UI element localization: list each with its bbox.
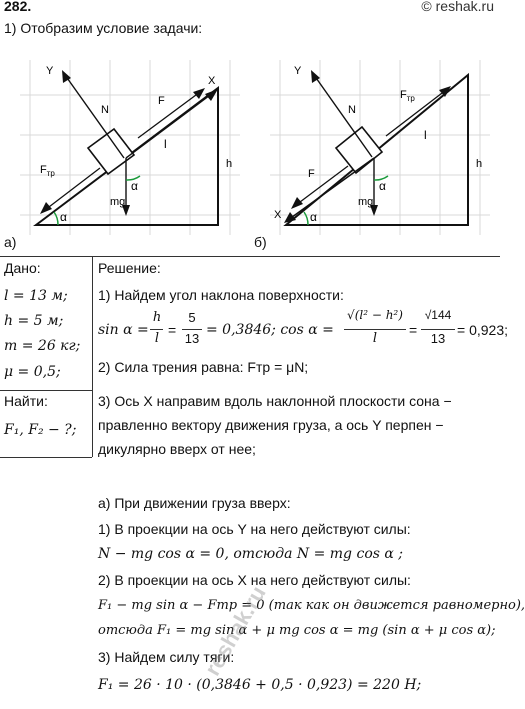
figure-b-label-f: F — [308, 168, 315, 180]
given-title: Дано: — [4, 260, 41, 276]
sin-lhs: sin α = — [98, 322, 149, 338]
site-credit: © reshak.ru — [421, 0, 494, 14]
divider-find — [0, 390, 92, 391]
figure-b-f-arrow — [296, 166, 348, 205]
figure-b-label-h: h — [476, 158, 483, 170]
sin-value: = 0,3846; cos α = — [206, 322, 334, 338]
divider-find-bottom — [0, 457, 92, 458]
figure-a — [0, 40, 250, 255]
frac-bar-3 — [344, 329, 406, 330]
figure-a-x-axis — [126, 92, 214, 158]
frac-bar-1 — [150, 329, 163, 330]
solution-title: Решение: — [98, 260, 161, 276]
figure-a-block — [88, 129, 134, 174]
part-a-step-3-eq: F₁ = 26 · 10 · (0,3846 + 0,5 · 0,923) = 220 Н; — [98, 677, 422, 693]
solution-step-3-line-1: 3) Ось X направим вдоль наклонной плоскости сона − — [98, 393, 452, 409]
given-h: h = 5 м; — [4, 313, 64, 329]
figure-b-label-x: X — [274, 209, 282, 221]
figure-b-x-axis — [288, 158, 374, 220]
watermark: reshak.ru — [199, 581, 271, 680]
figure-a-label-mg: mg — [110, 196, 126, 208]
frac-l: l — [154, 331, 160, 346]
figure-a-label-l: l — [164, 137, 167, 151]
figure-a-caption: а) — [4, 234, 17, 250]
frac-bar-4 — [421, 329, 455, 330]
part-a-step-1: 1) В проекции на ось Y на него действуют силы: — [98, 521, 411, 537]
given-l: l = 13 м; — [4, 288, 68, 304]
figure-b-label-y: Y — [294, 65, 302, 77]
figure-a-label-n: N — [101, 104, 109, 116]
figure-a-label-y: Y — [46, 65, 54, 77]
figure-b-label-l: l — [424, 128, 427, 142]
eq-2: = — [409, 322, 418, 338]
figure-b-alpha-slope: α — [310, 210, 317, 224]
cos-value: = 0,923; — [457, 322, 508, 338]
part-a-step-2-eq: F₁ − mg sin α − Fтр = 0 (так как он движется равномерно), — [98, 598, 525, 613]
part-a-step-2-eq2: отсюда F₁ = mg sin α + μ mg cos α = mg (sin α + μ cos α); — [98, 623, 496, 638]
frac-h: h — [152, 310, 162, 325]
frac-l2: l — [372, 331, 378, 346]
solution-step-3-line-2: правленно вектору движения груза, а ось Y перпен − — [98, 417, 444, 433]
step-1-heading: 1) Отобразим условие задачи: — [4, 20, 203, 36]
figure-b — [250, 40, 500, 255]
part-a-step-3: 3) Найдем силу тяги: — [98, 649, 235, 665]
find-title: Найти: — [4, 393, 48, 409]
frac-5: 5 — [188, 310, 196, 325]
figure-b-block — [336, 127, 382, 173]
frac-13: 13 — [184, 331, 200, 346]
figure-a-label-f: F — [158, 95, 165, 107]
figure-a-label-x: X — [208, 75, 216, 87]
given-m: m = 26 кг; — [4, 338, 81, 354]
eq-1: = — [168, 322, 177, 338]
figure-b-label-ftr: $F_{тр}$ — [400, 89, 415, 103]
divider-top — [0, 256, 500, 257]
part-a-title: а) При движении груза вверх: — [98, 495, 291, 511]
figure-a-grid — [20, 60, 240, 235]
figure-b-label-mg: mg — [358, 196, 374, 208]
figure-b-ftr-arrow — [386, 90, 446, 136]
solution-step-1: 1) Найдем угол наклона поверхности: — [98, 287, 344, 303]
figure-a-alpha-arc-slope — [54, 212, 58, 225]
frac-13b: 13 — [430, 331, 446, 346]
figure-b-alpha-arc-slope — [304, 212, 308, 225]
figure-b-label-n: N — [348, 104, 356, 116]
figure-b-alpha-mg: α — [379, 179, 386, 193]
frac-bar-2 — [182, 329, 202, 330]
solution-step-2: 2) Сила трения равна: Fтр = μN; — [98, 359, 309, 375]
find-value: F₁, F₂ − ?; — [4, 422, 77, 438]
frac-sqrt144: √144 — [424, 308, 452, 322]
frac-sqrt-num: √(l² − h²) — [347, 308, 403, 322]
given-mu: μ = 0,5; — [4, 364, 61, 380]
figure-a-label-h: h — [226, 158, 233, 170]
figure-a-f-arrow — [138, 92, 200, 138]
figure-a-alpha-slope: α — [60, 210, 67, 224]
figure-a-alpha-mg: α — [131, 179, 138, 193]
divider-given — [92, 256, 93, 457]
figure-a-label-ftr: $F_{тр}$ — [40, 164, 55, 178]
part-a-step-2: 2) В проекции на ось X на него действуют силы: — [98, 572, 411, 588]
figure-b-caption: б) — [254, 234, 267, 250]
problem-number: 282. — [4, 0, 32, 14]
solution-step-3-line-3: дикулярно вверх от нее; — [98, 441, 256, 457]
part-a-step-1-eq: N − mg cos α = 0, отсюда N = mg cos α ; — [98, 546, 403, 562]
